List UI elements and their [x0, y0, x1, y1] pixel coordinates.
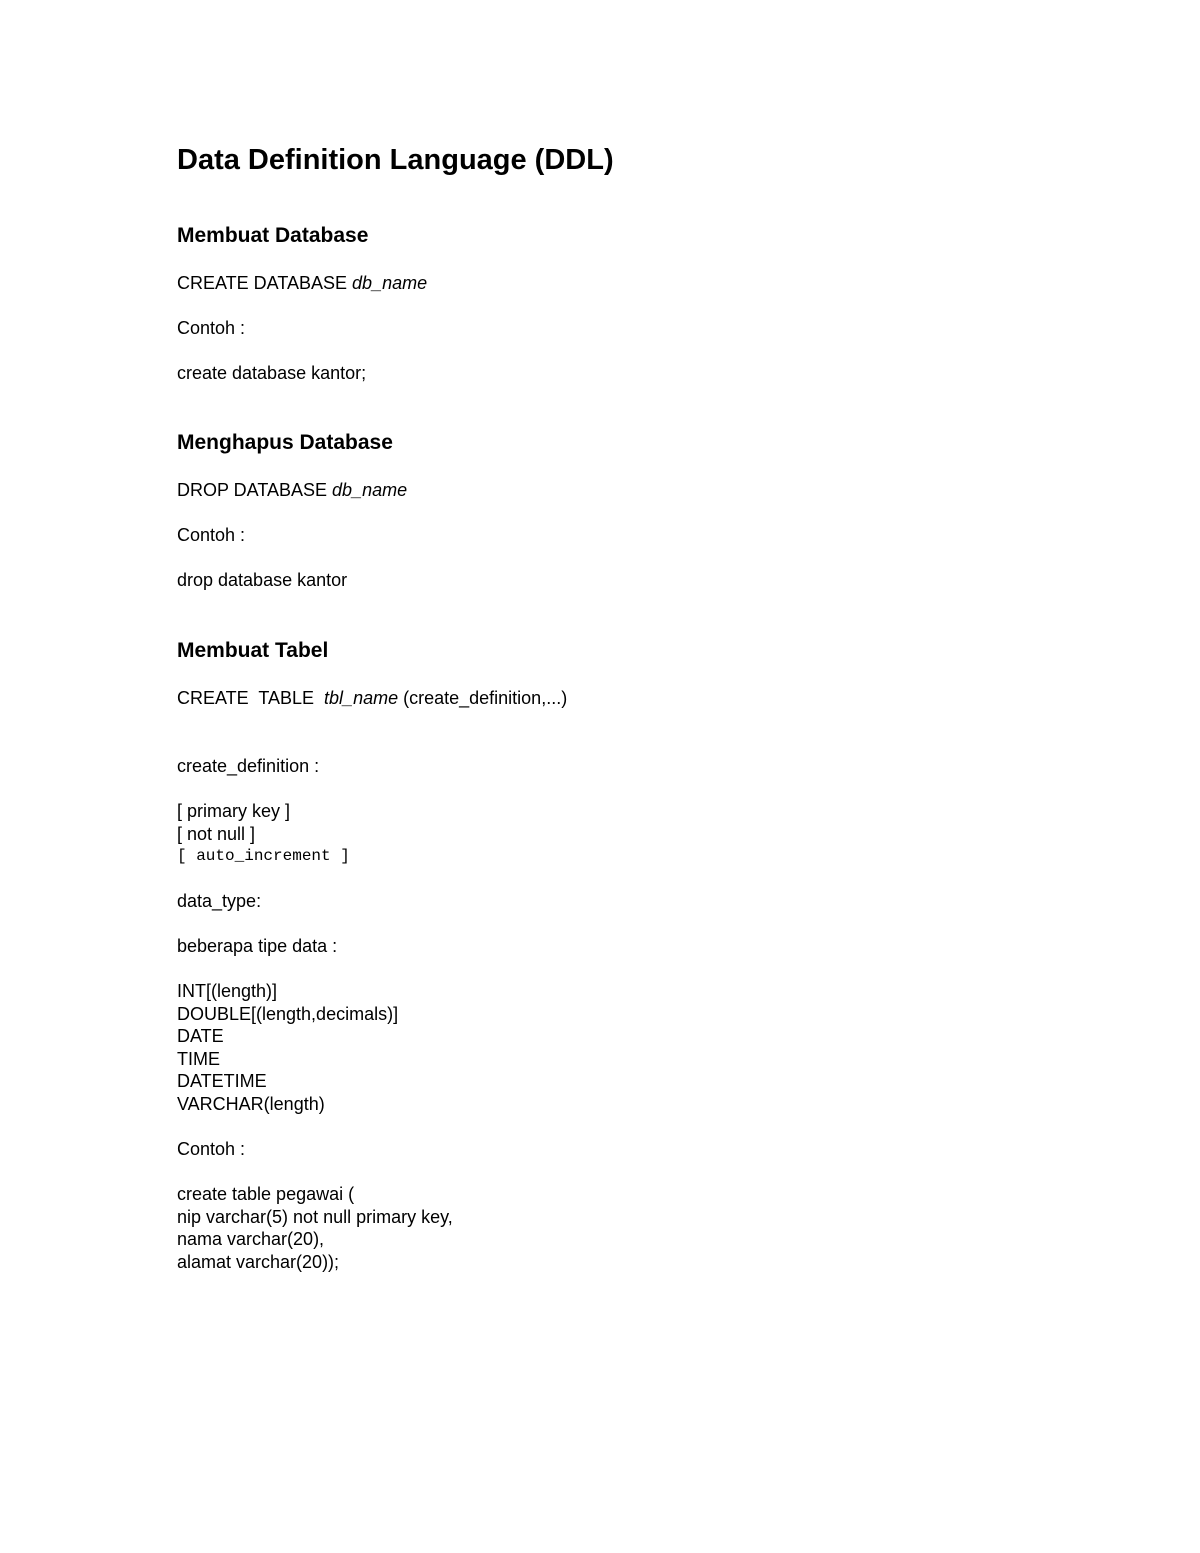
- data-type-item: VARCHAR(length): [177, 1094, 325, 1114]
- section-heading-create-database: Membuat Database: [177, 224, 369, 247]
- example-label: Contoh :: [177, 318, 246, 338]
- example-label: Contoh :: [177, 1139, 246, 1159]
- syntax-argument: db_name: [332, 480, 408, 500]
- data-type-label: data_type:: [177, 891, 262, 911]
- drop-database-syntax: [177, 479, 407, 502]
- create-definition-label: create_definition :: [177, 756, 320, 776]
- example-label: Contoh :: [177, 525, 246, 545]
- data-type-item: DATETIME: [177, 1071, 267, 1091]
- section-heading-drop-database: Menghapus Database: [177, 431, 393, 454]
- syntax-command: DROP DATABASE: [177, 480, 333, 500]
- section-heading-create-table: Membuat Tabel: [177, 639, 329, 662]
- data-type-item: DATE: [177, 1026, 224, 1046]
- syntax-rest: (create_definition,...): [398, 688, 568, 708]
- create-definition-option: [ primary key ]: [177, 801, 291, 821]
- syntax-command: CREATE DATABASE: [177, 273, 353, 293]
- syntax-argument: tbl_name: [324, 688, 399, 708]
- create-definition-option: [ auto_increment ]: [177, 847, 350, 865]
- create-table-syntax: [177, 687, 567, 710]
- data-type-item: DOUBLE[(length,decimals)]: [177, 1004, 399, 1024]
- syntax-command: CREATE TABLE: [177, 688, 325, 708]
- types-label: beberapa tipe data :: [177, 936, 338, 956]
- data-type-item: TIME: [177, 1049, 220, 1069]
- create-definition-option: [ not null ]: [177, 824, 256, 844]
- create-database-example: create database kantor;: [177, 363, 367, 383]
- create-table-example-line: nip varchar(5) not null primary key,: [177, 1207, 453, 1227]
- drop-database-example: drop database kantor: [177, 570, 348, 590]
- create-table-example-line: create table pegawai (: [177, 1184, 355, 1204]
- create-table-example-line: nama varchar(20),: [177, 1229, 325, 1249]
- create-table-example-line: alamat varchar(20));: [177, 1252, 340, 1272]
- create-database-syntax: [177, 272, 427, 295]
- syntax-argument: db_name: [352, 273, 428, 293]
- data-type-item: INT[(length)]: [177, 981, 278, 1001]
- page-title: Data Definition Language (DDL): [177, 144, 614, 176]
